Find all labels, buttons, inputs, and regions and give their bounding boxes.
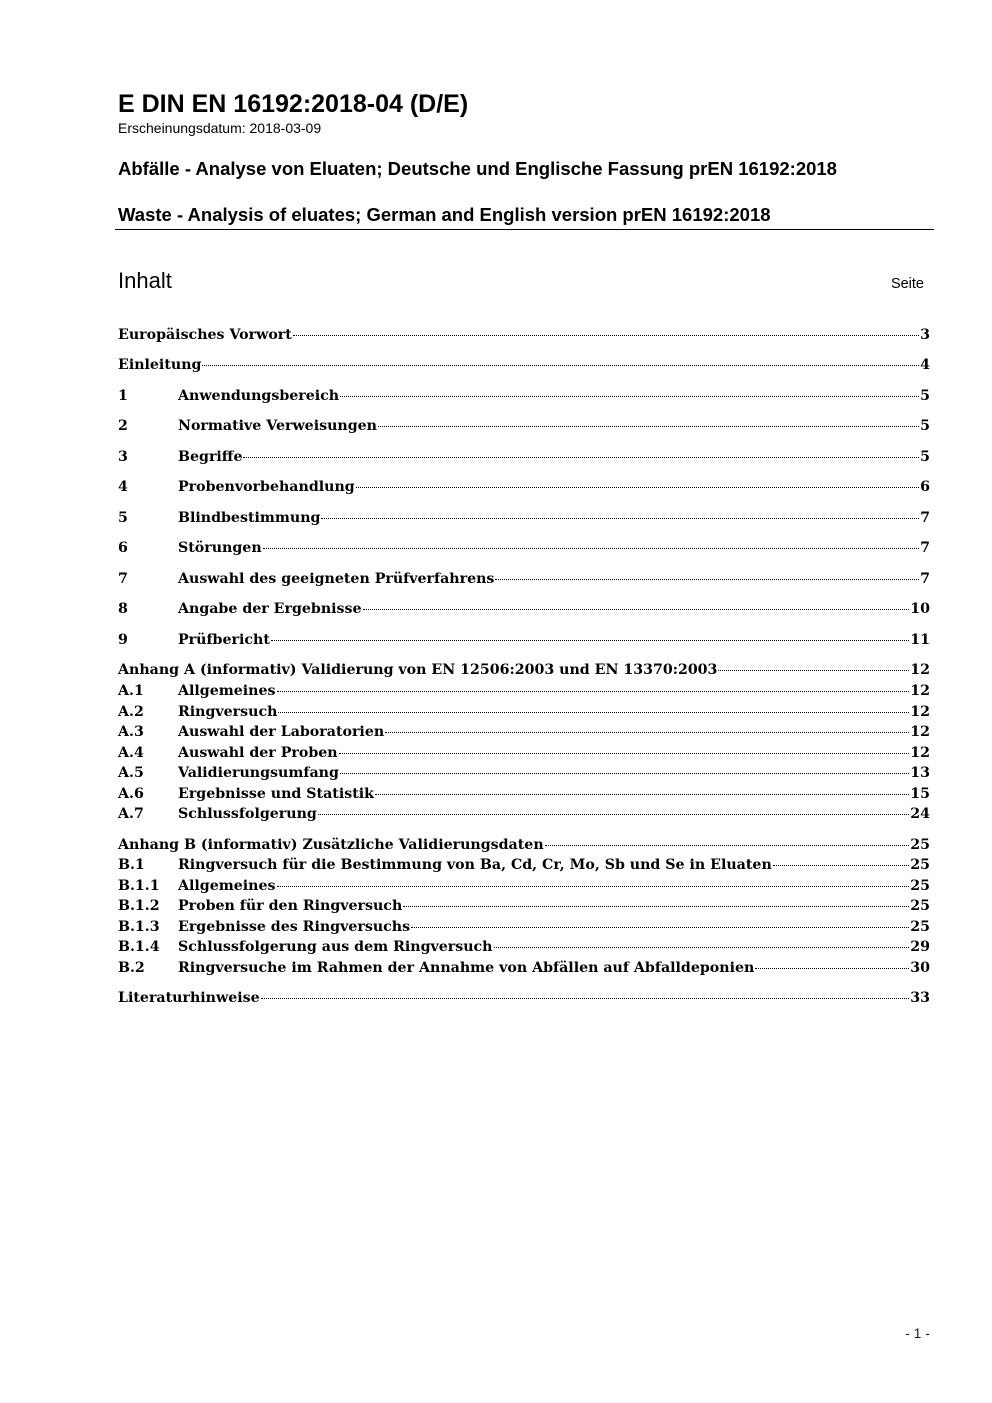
toc-entry-page: 5 [920,449,930,465]
toc-entry-page: 4 [920,357,930,373]
toc-dot-leader [263,548,919,549]
toc-entry-label: Begriffe [178,449,243,465]
toc-entry[interactable] [118,918,930,936]
toc-entry[interactable] [118,478,930,496]
toc-entry-page: 25 [910,919,930,935]
toc-dot-leader [339,753,910,754]
toc-entry-page: 29 [910,939,930,955]
toc-entry[interactable] [118,417,930,435]
toc-entry-number: 9 [118,632,128,648]
toc-entry-number: B.1.1 [118,878,160,894]
toc-entry-label: Ringversuche im Rahmen der Annahme von Abfällen auf Abfalldeponien [178,960,755,976]
toc-entry[interactable] [118,448,930,466]
toc-dot-leader [494,947,910,948]
toc-entry-label: Normative Verweisungen [178,418,377,434]
toc-entry-label: Störungen [178,540,262,556]
toc-dot-leader [495,579,919,580]
toc-entry-page: 7 [920,510,930,526]
toc-entry[interactable] [118,877,930,895]
toc-entry-number: B.1.4 [118,939,160,955]
toc-entry-number: 7 [118,571,128,587]
toc-entry-label: Allgemeines [178,683,276,699]
toc-dot-leader [411,927,909,928]
toc-entry-label: Anhang A (informativ) Validierung von EN 12506:2003 und EN 13370:2003 [118,662,718,678]
toc-entry[interactable] [118,509,930,527]
toc-entry-label: Ergebnisse und Statistik [178,786,374,802]
toc-entry-page: 12 [910,704,930,720]
toc-entry[interactable] [118,631,930,649]
toc-entry-label: Auswahl der Proben [178,745,338,761]
toc-dot-leader [278,712,909,713]
toc-entry[interactable] [118,938,930,956]
toc-entry-number: 8 [118,601,128,617]
toc-dot-leader [340,773,909,774]
toc-entry[interactable] [118,387,930,405]
toc-entry[interactable] [118,764,930,782]
toc-entry-page: 3 [920,327,930,343]
toc-dot-leader [545,845,910,846]
toc-entry[interactable] [118,744,930,762]
toc-dot-leader [363,609,910,610]
toc-entry[interactable] [118,723,930,741]
toc-entry-number: A.3 [118,724,144,740]
page-number: - 1 - [905,1325,930,1341]
toc-dot-leader [340,396,919,397]
toc-entry[interactable] [118,959,930,977]
toc-entry-number: B.2 [118,960,145,976]
page-column-label: Seite [890,276,924,292]
toc-entry-page: 12 [910,683,930,699]
toc-entry[interactable] [118,703,930,721]
toc-entry-label: Literaturhinweise [118,990,260,1006]
toc-entry-label: Angabe der Ergebnisse [178,601,362,617]
toc-entry-page: 12 [910,745,930,761]
toc-entry-page: 7 [920,571,930,587]
toc-entry[interactable] [118,805,930,823]
toc-dot-leader [773,865,909,866]
toc-entry-page: 13 [910,765,930,781]
toc-entry-page: 12 [910,662,930,678]
title-divider [115,229,934,230]
toc-dot-leader [202,365,919,366]
toc-entry-label: Allgemeines [178,878,276,894]
toc-entry-number: B.1 [118,857,145,873]
toc-entry-number: 4 [118,479,128,495]
toc-dot-leader [261,998,910,999]
toc-dot-leader [718,670,909,671]
toc-entry-label: Anwendungsbereich [178,388,340,404]
toc-entry-label: Schlussfolgerung [178,806,317,822]
toc-entry[interactable] [118,326,930,344]
toc-entry-label: Einleitung [118,357,202,373]
toc-entry[interactable] [118,661,930,679]
toc-entry-page: 6 [920,479,930,495]
toc-entry[interactable] [118,897,930,915]
toc-entry-page: 15 [910,786,930,802]
toc-entry[interactable] [118,682,930,700]
toc-dot-leader [321,518,919,519]
toc-entry[interactable] [118,570,930,588]
toc-entry-number: 6 [118,540,128,556]
toc-entry-label: Ringversuch [178,704,278,720]
title-english: Waste - Analysis of eluates; German and English version prEN 16192:2018 [118,204,771,225]
toc-entry-page: 25 [910,837,930,853]
toc-dot-leader [385,732,909,733]
toc-entry[interactable] [118,356,930,374]
toc-entry-page: 25 [910,898,930,914]
toc-entry-page: 5 [920,418,930,434]
toc-entry-page: 25 [910,857,930,873]
toc-entry-number: B.1.2 [118,898,160,914]
toc-entry-label: Proben für den Ringversuch [178,898,403,914]
toc-entry-label: Probenvorbehandlung [178,479,355,495]
toc-entry-number: A.4 [118,745,144,761]
toc-entry-label: Schlussfolgerung aus dem Ringversuch [178,939,493,955]
toc-entry-label: Anhang B (informativ) Zusätzliche Validierungsdaten [118,837,544,853]
toc-dot-leader [378,426,919,427]
title-german: Abfälle - Analyse von Eluaten; Deutsche und Englische Fassung prEN 16192:2018 [118,158,837,179]
toc-entry-label: Blindbestimmung [178,510,321,526]
toc-dot-leader [403,906,909,907]
toc-dot-leader [243,457,919,458]
toc-entry-label: Validierungsumfang [178,765,339,781]
toc-entry-label: Prüfbericht [178,632,270,648]
toc-entry-number: 3 [118,449,128,465]
toc-entry-label: Ergebnisse des Ringversuchs [178,919,411,935]
toc-entry[interactable] [118,539,930,557]
toc-entry-page: 7 [920,540,930,556]
toc-entry[interactable] [118,600,930,618]
toc-dot-leader [356,487,919,488]
toc-dot-leader [375,794,909,795]
toc-entry-number: 1 [118,388,128,404]
toc-entry[interactable] [118,785,930,803]
toc-entry-number: A.1 [118,683,144,699]
toc-entry[interactable] [118,989,930,1007]
toc-entry-number: 5 [118,510,128,526]
toc-entry[interactable] [118,836,930,854]
toc-entry-page: 30 [910,960,930,976]
toc-entry-number: A.7 [118,806,144,822]
toc-entry-number: A.2 [118,704,144,720]
toc-entry-number: B.1.3 [118,919,160,935]
toc-entry-number: A.5 [118,765,144,781]
toc-entry-number: 2 [118,418,128,434]
toc-entry-page: 33 [910,990,930,1006]
toc-entry-page: 12 [910,724,930,740]
toc-dot-leader [271,640,909,641]
toc-entry-label: Auswahl der Laboratorien [178,724,385,740]
toc-entry[interactable] [118,856,930,874]
toc-entry-page: 11 [910,632,930,648]
toc-entry-page: 5 [920,388,930,404]
toc-entry-page: 25 [910,878,930,894]
toc-entry-number: A.6 [118,786,144,802]
toc-entry-label: Europäisches Vorwort [118,327,292,343]
toc-dot-leader [318,814,909,815]
contents-heading: Inhalt [118,268,172,293]
publication-date: Erscheinungsdatum: 2018-03-09 [118,120,322,136]
toc-dot-leader [293,335,919,336]
document-number: E DIN EN 16192:2018-04 (D/E) [118,90,469,118]
toc-entry-label: Auswahl des geeigneten Prüfverfahrens [178,571,495,587]
toc-entry-page: 10 [910,601,930,617]
toc-dot-leader [755,968,909,969]
toc-dot-leader [277,691,910,692]
toc-entry-page: 24 [910,806,930,822]
toc-dot-leader [277,886,910,887]
toc-entry-label: Ringversuch für die Bestimmung von Ba, Cd, Cr, Mo, Sb und Se in Eluaten [178,857,772,873]
